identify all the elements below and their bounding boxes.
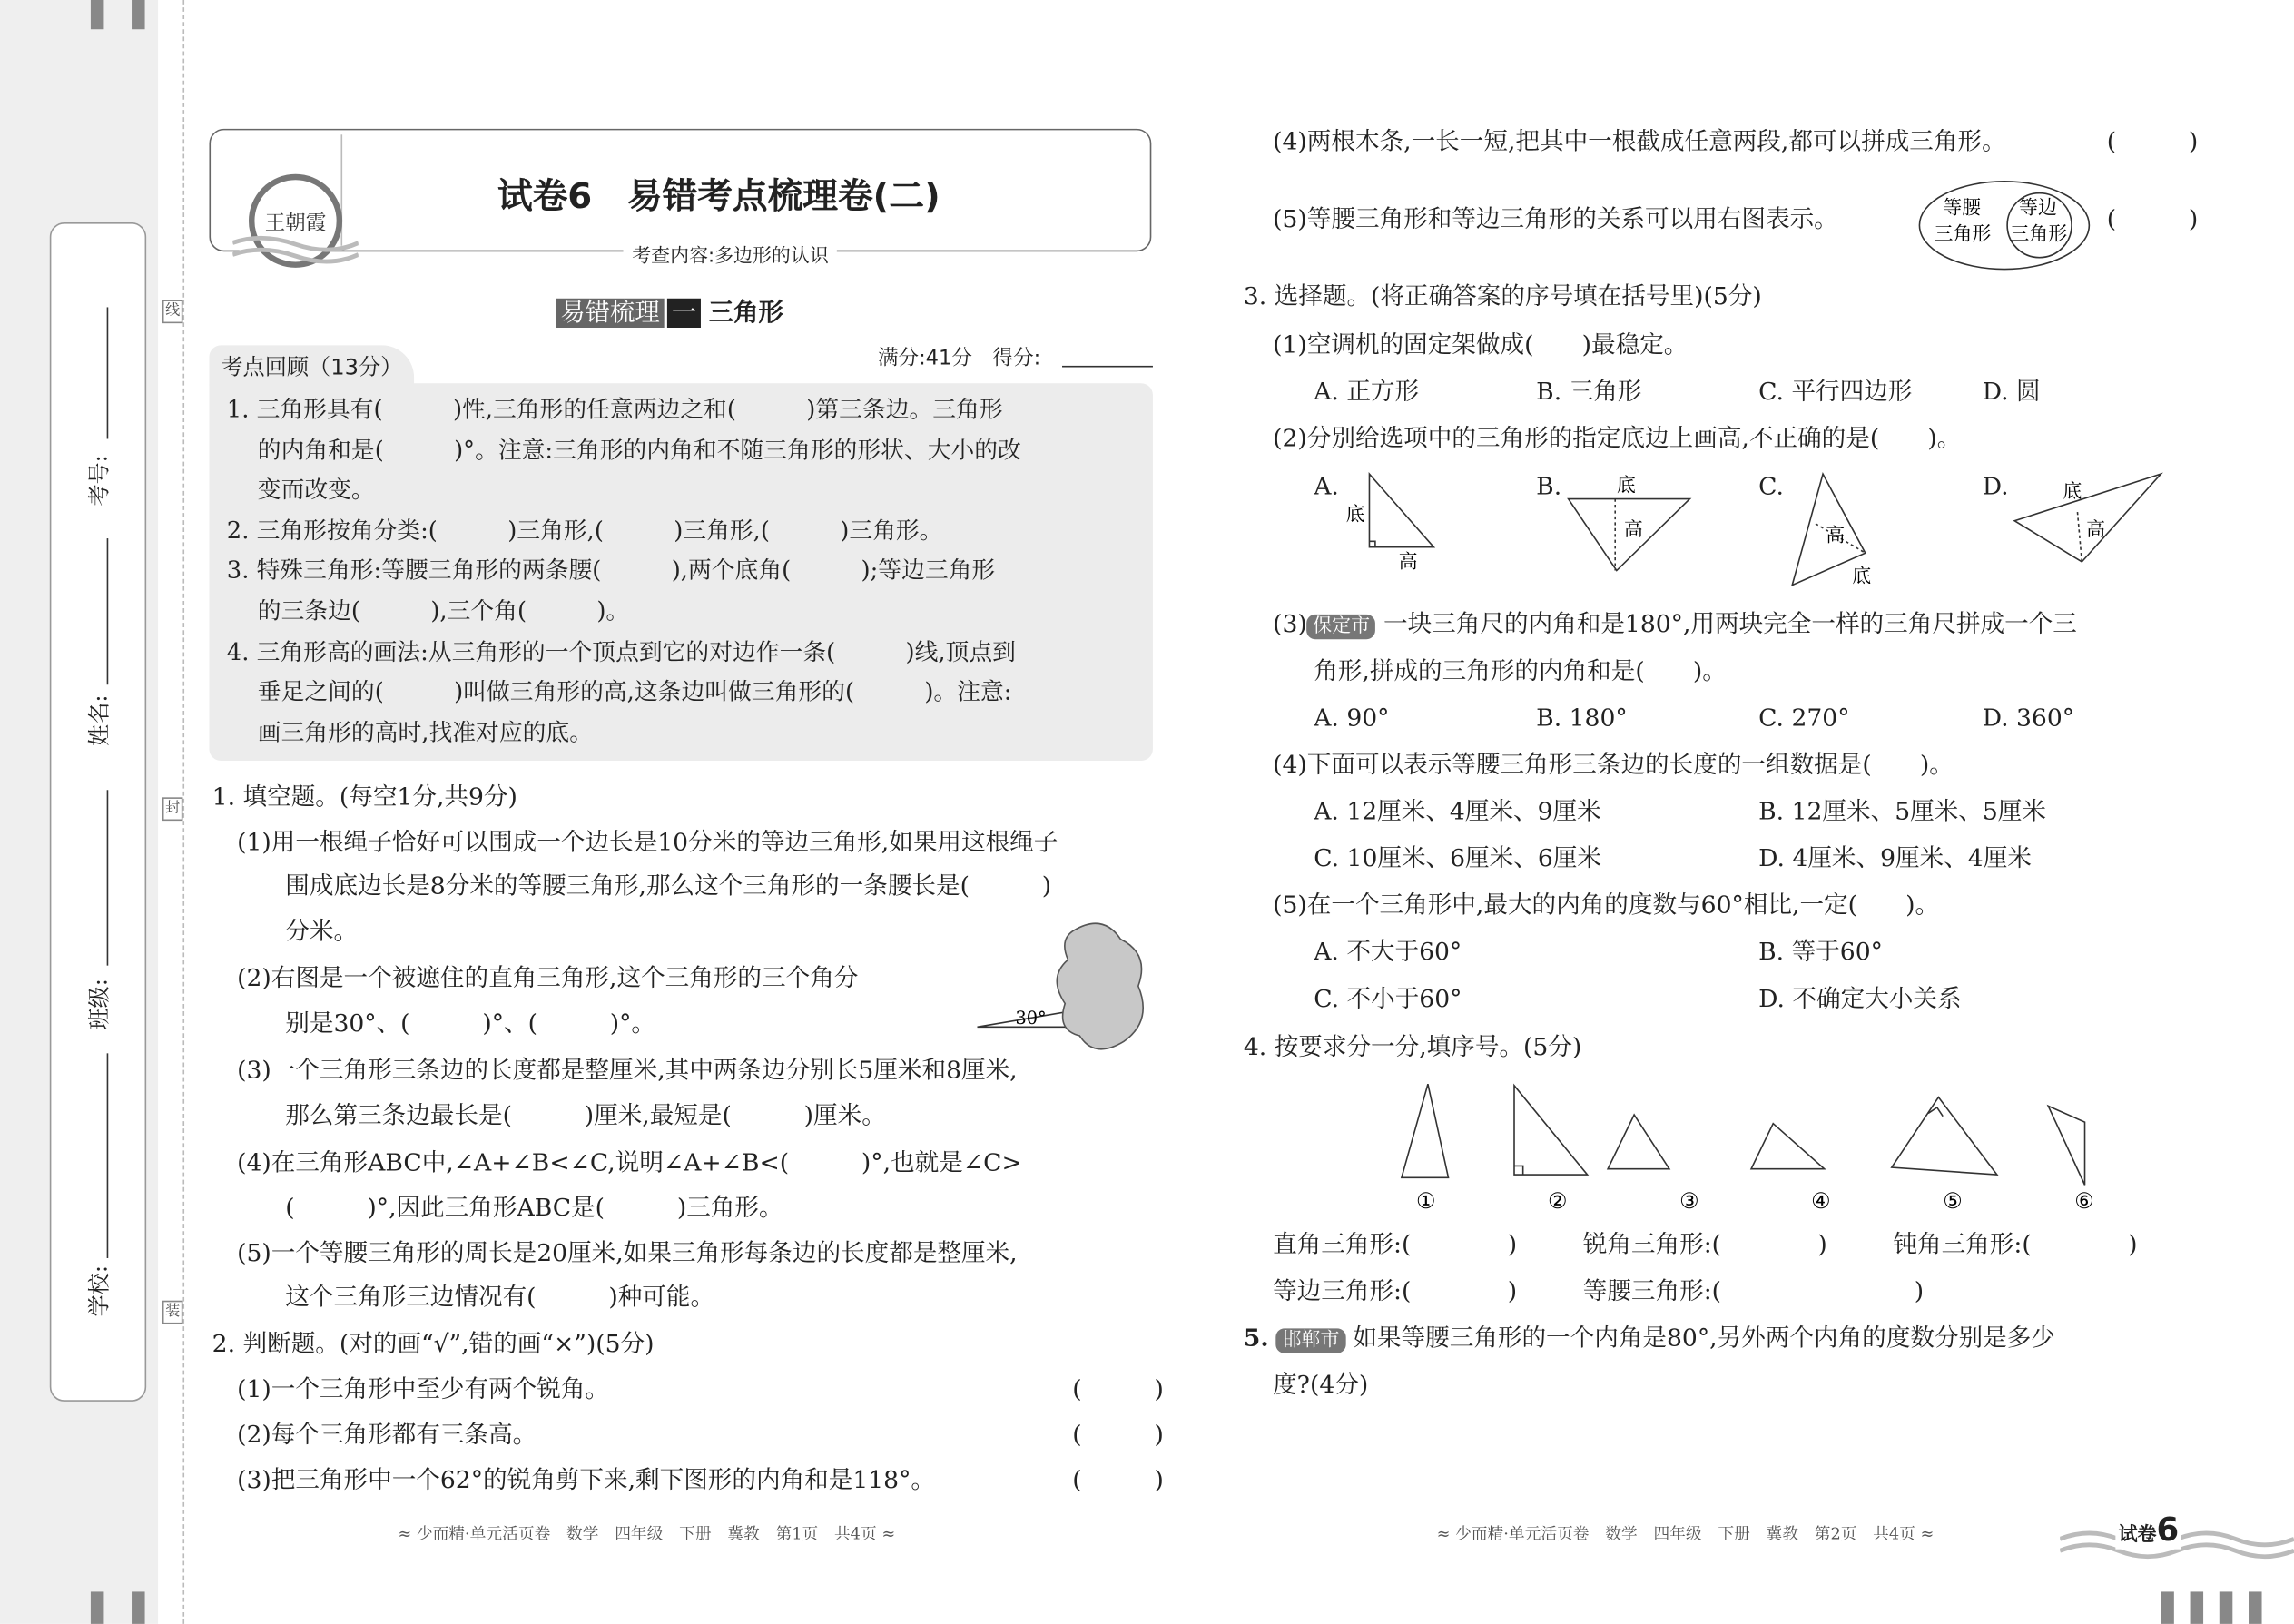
- exam-number-label: 考号:: [86, 455, 113, 507]
- option[interactable]: C. 平行四边形: [1758, 377, 1913, 406]
- binding-bar: [91, 1591, 104, 1623]
- q1-line: 围成底边长是8分米的等腰三角形,那么这个三角形的一条腰长是( ): [237, 871, 1052, 901]
- option[interactable]: C.: [1758, 472, 1785, 501]
- cut-mark-bind: 装: [162, 1301, 183, 1324]
- svg-text:三角形: 三角形: [2010, 222, 2068, 245]
- page-title: 试卷6 易错考点梳理卷(二): [497, 175, 940, 217]
- option[interactable]: A. 不大于60°: [1314, 938, 1462, 966]
- section-heading: [556, 291, 783, 328]
- option[interactable]: C. 不小于60°: [1314, 984, 1462, 1013]
- svg-text:高: 高: [2086, 517, 2106, 540]
- svg-text:底: 底: [2063, 479, 2082, 502]
- review-line: 画三角形的高时,找准对应的底。: [226, 718, 594, 746]
- score-label: 满分:41分 得分:: [877, 346, 1041, 370]
- q3-5-question: (5)在一个三角形中,最大的内角的度数与60°相比,一定( )。: [1273, 891, 1940, 920]
- paper-badge-label: 试卷: [2118, 1524, 2157, 1547]
- q3-3-question: (3) 保定市 一块三角尺的内角和是180°,用两块完全一样的三角尺拼成一个三: [1273, 610, 2077, 638]
- page-subtitle: 考查内容:多边形的认识: [624, 240, 838, 268]
- q1-line: (3)一个三角形三条边的长度都是整厘米,其中两条边分别长5厘米和8厘米,: [237, 1056, 1018, 1085]
- review-line: 垂足之间的( )叫做三角形的高,这条边叫做三角形的( )。注意:: [226, 677, 1012, 705]
- q5-question: [1244, 1323, 2055, 1354]
- paper-badge-number: 6: [2156, 1512, 2180, 1550]
- option[interactable]: B. 12厘米、5厘米、5厘米: [1758, 797, 2046, 825]
- q1-line: (2)右图是一个被遮住的直角三角形,这个三角形的三个角分: [237, 964, 859, 992]
- q3-title: 3. 选择题。(将正确答案的序号填在括号里)(5分): [1243, 282, 1762, 310]
- answer-paren[interactable]: ( ): [2106, 127, 2199, 155]
- height-triangles-figure: [1316, 465, 2194, 596]
- q1-line: 别是30°、( )°、( )°。: [237, 1009, 655, 1038]
- q2-item: (2)每个三角形都有三条高。: [237, 1420, 537, 1449]
- class-field[interactable]: [107, 790, 109, 965]
- section-number: 一: [667, 299, 701, 328]
- triangle-number: ①: [1416, 1188, 1436, 1215]
- q1-line: 这个三角形三边情况有( )种可能。: [237, 1283, 715, 1311]
- region-tag: 保定市: [1307, 615, 1376, 639]
- option[interactable]: A. 正方形: [1314, 377, 1420, 406]
- svg-text:王朝霞: 王朝霞: [263, 212, 326, 236]
- exam-number-field[interactable]: [107, 307, 109, 438]
- region-tag: 邯郸市: [1276, 1328, 1345, 1353]
- classify-triangles-figure: [1375, 1076, 2136, 1222]
- option[interactable]: D.: [1982, 472, 2009, 501]
- svg-text:高: 高: [1398, 550, 1418, 573]
- option[interactable]: D. 360°: [1982, 704, 2075, 732]
- q1-line: 那么第三条边最长是( )厘米,最短是( )厘米。: [237, 1101, 886, 1130]
- name-label: 姓名:: [86, 694, 113, 746]
- score-field[interactable]: [1062, 366, 1153, 368]
- review-line: 4. 三角形高的画法:从三角形的一个顶点到它的对边作一条( )线,顶点到: [226, 637, 1016, 666]
- logo-seal-icon: [231, 162, 358, 273]
- svg-text:底: 底: [1616, 474, 1636, 497]
- triangle-number: ⑥: [2074, 1188, 2094, 1215]
- q1-line: (5)一个等腰三角形的周长是20厘米,如果三角形每条边的长度都是整厘米,: [237, 1239, 1018, 1267]
- answer-paren[interactable]: ( ): [1072, 1374, 1164, 1403]
- review-line: 的三条边( ),三个角( )。: [226, 596, 630, 625]
- q3-3-question-cont: 角形,拼成的三角形的内角和是( )。: [1314, 656, 1727, 685]
- q3-3-text: 一块三角尺的内角和是180°,用两块完全一样的三角尺拼成一个三: [1383, 610, 2077, 638]
- triangle-number: ④: [1811, 1188, 1831, 1215]
- answer-paren[interactable]: ( ): [2106, 204, 2199, 233]
- binding-bar: [91, 0, 104, 29]
- binding-bar: [132, 1591, 145, 1623]
- binding-bar: [2191, 1591, 2204, 1623]
- svg-text:三角形: 三角形: [1934, 222, 1992, 245]
- q5-question-cont: 度?(4分): [1273, 1371, 1369, 1399]
- cut-mark-line: 线: [162, 300, 183, 323]
- triangle-number: ⑤: [1943, 1188, 1963, 1215]
- option[interactable]: B. 三角形: [1536, 377, 1642, 406]
- acute-triangle-answer[interactable]: 锐角三角形:( ): [1582, 1230, 1827, 1258]
- q2-item: (4)两根木条,一长一短,把其中一根截成任意两段,都可以拼成三角形。: [1273, 127, 2006, 155]
- footer-right: ≈ 少而精·单元活页卷 数学 四年级 下册 冀教 第2页 共4页 ≈: [1436, 1524, 1935, 1544]
- option[interactable]: A. 90°: [1314, 704, 1390, 732]
- review-line: 3. 特殊三角形:等腰三角形的两条腰( ),两个底角( );等边三角形: [226, 556, 996, 585]
- q1-line: ( )°,因此三角形ABC是( )三角形。: [237, 1194, 783, 1222]
- binding-bar: [2220, 1591, 2233, 1623]
- triangle-number: ③: [1679, 1188, 1699, 1215]
- option[interactable]: B. 180°: [1536, 704, 1628, 732]
- q2-item: (3)把三角形中一个62°的锐角剪下来,剩下图形的内角和是118°。: [237, 1465, 935, 1494]
- binding-bar: [2249, 1591, 2262, 1623]
- option[interactable]: C. 10厘米、6厘米、6厘米: [1314, 843, 1601, 872]
- footer-left: ≈ 少而精·单元活页卷 数学 四年级 下册 冀教 第1页 共4页 ≈: [398, 1524, 896, 1544]
- review-line: 的内角和是( )°。注意:三角形的内角和不随三角形的形状、大小的改: [226, 436, 1021, 464]
- school-label: 学校:: [86, 1265, 113, 1317]
- option[interactable]: B.: [1536, 472, 1562, 501]
- q2-item: (1)一个三角形中至少有两个锐角。: [237, 1374, 610, 1403]
- isosceles-answer[interactable]: 等腰三角形:( ): [1582, 1276, 1925, 1305]
- q1-title: 1. 填空题。(每空1分,共9分): [212, 782, 517, 811]
- svg-text:高: 高: [1826, 524, 1846, 546]
- option[interactable]: D. 4厘米、9厘米、4厘米: [1758, 843, 2032, 872]
- q3-2-question: (2)分别给选项中的三角形的指定底边上画高,不正确的是( )。: [1273, 424, 1962, 452]
- binding-bar: [2161, 1591, 2174, 1623]
- svg-text:底: 底: [1345, 503, 1365, 526]
- review-line: 1. 三角形具有( )性,三角形的任意两边之和( )第三条边。三角形: [226, 395, 1003, 423]
- cut-line: [182, 0, 184, 1624]
- review-line: 2. 三角形按角分类:( )三角形,( )三角形,( )三角形。: [226, 516, 943, 545]
- student-info-box: [50, 222, 146, 1402]
- venn-diagram: [1914, 179, 2095, 272]
- option[interactable]: C. 270°: [1758, 704, 1850, 732]
- q5-text: 如果等腰三角形的一个内角是80°,另外两个内角的度数分别是多少: [1353, 1324, 2055, 1353]
- option[interactable]: A.: [1314, 472, 1339, 501]
- q2-item: (5)等腰三角形和等边三角形的关系可以用右图表示。: [1273, 204, 1838, 233]
- binding-bar: [132, 0, 145, 29]
- answer-paren[interactable]: ( ): [1072, 1420, 1164, 1449]
- option[interactable]: D. 圆: [1982, 377, 2041, 406]
- logo: [217, 134, 343, 245]
- q1-line: (4)在三角形ABC中,∠A+∠B<∠C,说明∠A+∠B<( )°,也就是∠C>: [237, 1148, 1022, 1176]
- right-triangle-answer[interactable]: 直角三角形:( ): [1273, 1230, 1518, 1258]
- section-badge: 易错梳理: [556, 299, 664, 328]
- angle-label: 30°: [1015, 1008, 1047, 1029]
- obtuse-triangle-answer[interactable]: 钝角三角形:( ): [1893, 1230, 2138, 1258]
- option[interactable]: B. 等于60°: [1758, 938, 1883, 966]
- svg-text:高: 高: [1623, 517, 1643, 540]
- option[interactable]: A. 12厘米、4厘米、9厘米: [1314, 797, 1601, 825]
- school-field[interactable]: [107, 1053, 109, 1258]
- cut-mark-seal: 封: [162, 797, 183, 821]
- review-line: 变而改变。: [226, 475, 375, 504]
- paper-badge: [2115, 1512, 2181, 1549]
- triangle-number: ②: [1548, 1188, 1568, 1215]
- svg-text:底: 底: [1852, 565, 1872, 587]
- answer-paren[interactable]: ( ): [1072, 1465, 1164, 1494]
- svg-text:等腰: 等腰: [1943, 196, 1982, 219]
- q2-title: 2. 判断题。(对的画“√”,错的画“×”)(5分): [212, 1329, 655, 1358]
- svg-text:等边: 等边: [2019, 196, 2057, 219]
- class-label: 班级:: [86, 979, 113, 1030]
- review-title: 考点回顾（13分）: [221, 354, 403, 381]
- option[interactable]: D. 不确定大小关系: [1758, 984, 1962, 1013]
- name-field[interactable]: [107, 538, 109, 684]
- q1-line: (1)用一根绳子恰好可以围成一个边长是10分米的等边三角形,如果用这根绳子: [237, 828, 1058, 856]
- q4-title: 4. 按要求分一分,填序号。(5分): [1243, 1032, 1582, 1061]
- q3-4-question: (4)下面可以表示等腰三角形三条边的长度的一组数据是( )。: [1273, 750, 1954, 779]
- q1-line: 分米。: [237, 917, 359, 946]
- covered-triangle-figure: [971, 919, 1153, 1053]
- equilateral-answer[interactable]: 等边三角形:( ): [1273, 1276, 1518, 1305]
- q5-number: 5.: [1243, 1324, 1269, 1353]
- q3-1-question: (1)空调机的固定架做成( )最稳定。: [1273, 330, 1689, 359]
- section-title: 三角形: [708, 298, 783, 328]
